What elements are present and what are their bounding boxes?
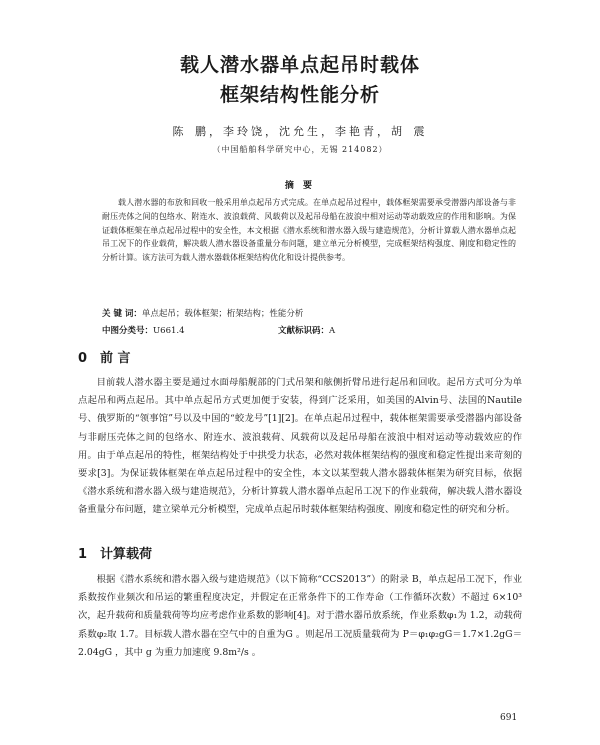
classification-number: [102, 324, 185, 336]
section-number: 0: [78, 351, 88, 366]
section-heading-introduction: [78, 347, 131, 366]
page-title-line-1: 载人潜水器单点起吊时载体: [179, 54, 420, 76]
affiliation: （中国船舶科学研究中心，无锡 214082）: [212, 145, 388, 154]
keywords-value: 单点起吊；载体框架；桁架结构；性能分析: [141, 309, 304, 319]
page-title-line-2: 框架结构性能分析: [219, 84, 380, 106]
section-paragraph-load-calculation: 根据《潜水系统和潜水器入级与建造规范》（以下简称“CCS2013”）的附录 B，单点起吊工况下，作业系数按作业频次和吊运的繁重程度决定，并假定在正常条件下的工作寿命（工作循环次数）不超过 6×10³ 次，起升载荷和质量载荷等均应考虑作业系数的影响[4]。对于潜水器吊放系统，作业系数φ₁为 1.2，动载荷系数φ₂取 1.7。目标载人潜水器在空气中的自重为G 。则起吊工况质量载荷为 P＝φ₁φ₂gG＝1.7×1.2gG＝2.04gG ，其中 g 为重力加速度 9.8m²/s 。: [78, 574, 522, 658]
abstract-heading: 摘 要: [284, 181, 316, 191]
section-heading-load-calculation: [78, 543, 152, 562]
keywords-label: 关 键 词：: [102, 309, 142, 319]
section-paragraph-introduction: 目前载人潜水器主要是通过水面母船舰部的门式吊架和舷侧折臂吊进行起吊和回收。起吊方式可分为单点起吊和两点起吊。其中单点起吊方式更加便于安装，得到广泛采用，如美国的Alvin号、法国的Nautile号、俄罗斯的“领事馆”号以及中国的“蛟龙号”[1][2]。在单点起吊过程中，载体框架需要承受潜器内部设备与非耐压壳体之间的包络水、附连水、波浪载荷、风载荷以及起吊母船在波浪中相对运动等动载效应的作用。由于单点起吊的特性，框架结构处于中拱受力状态，必然对载体框架结构的强度和稳定性提出来苛刻的要求[3]。为保证载体框架在单点起吊过程中的安全性，本文以某型载人潜水器载体框架为研究目标，依据《潜水系统和潜水器入级与建造规范》，分析计算载人潜水器单点起吊工况下的作业载荷，解决载人潜水器设备重量分布问题，建立梁单元分析模型，完成单点起吊时载体框架结构强度、刚度和稳定性的研究和分析。: [78, 377, 522, 516]
keywords: [102, 307, 516, 319]
abstract-text: 载人潜水器的布放和回收一般采用单点起吊方式完成。在单点起吊过程中，载体框架需要承受潜器内部设备与非耐压壳体之间的包络水、附连水、波浪载荷、风载荷以及起吊母船在波浪中相对运动等动载效应的作用和影响。为保证载体框架在单点起吊过程中的安全性，本文根据《潜水系统和潜水器入级与建造规范》，分析计算载人潜水器单点起吊工况下的作业载荷，解决载人潜水器设备重量分布问题，建立单元分析模型，完成框架结构强度、刚度和稳定性的分析计算。该方法可为载人潜水器载体框架结构优化和设计提供参考。: [102, 198, 516, 263]
document-code-value: A: [329, 326, 336, 336]
classification-label: 中图分类号：: [102, 326, 154, 336]
document-code: [278, 324, 335, 336]
section-title: 计算载荷: [100, 547, 153, 562]
section-number: 1: [78, 547, 88, 562]
classification-value: U661.4: [153, 326, 185, 336]
section-title: 前 言: [100, 351, 131, 366]
document-code-label: 文献标识码：: [278, 326, 330, 336]
page-number: 691: [500, 713, 518, 723]
author-list: 陈 鹏，李玲饶，沈允生，李艳青，胡 震: [172, 125, 428, 138]
